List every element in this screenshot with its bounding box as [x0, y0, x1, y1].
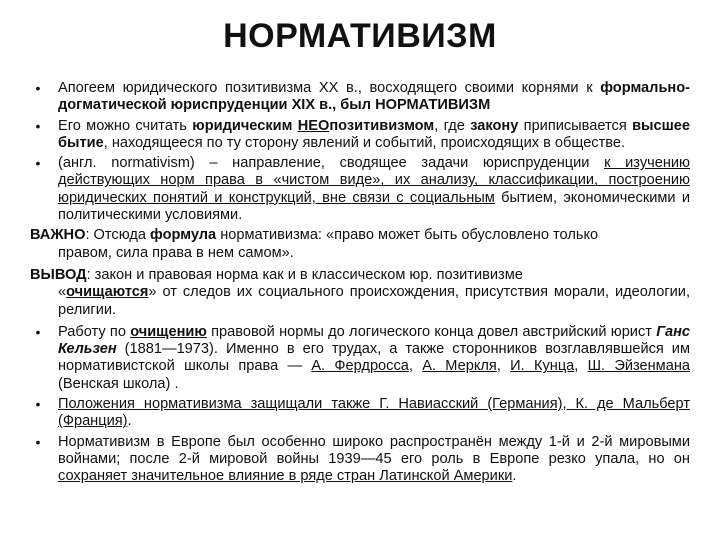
text: » от следов их социального происхождения, присутствия морали, идеологии, религии.	[58, 284, 690, 318]
bullet-dot-icon: •	[35, 433, 41, 450]
text: Нормативизм в Европе был особенно широко распространён между 1-й и 2-й мировыми войнами; после 2-й мировой войны 1939—45 его роль в Европе резко упала, но он	[58, 433, 690, 467]
text-underlined: А. Меркля	[422, 358, 497, 375]
text: ,	[574, 358, 588, 375]
bullet-item-definition	[30, 155, 690, 224]
paragraph-important	[30, 227, 690, 262]
bullet-dot-icon: •	[35, 396, 41, 413]
text: ,	[408, 358, 423, 375]
text-underlined: сохраняет значительное влияние в ряде стран Латинской Америки	[58, 468, 513, 485]
slide	[0, 14, 720, 554]
text: (Венская школа) .	[58, 375, 179, 392]
slide-body	[30, 80, 690, 486]
text: нормативизма: «право может быть обусловлено только	[216, 227, 599, 244]
text: , где	[434, 117, 471, 134]
text: (англ. normativism) – направление, сводящее задачи юриспруденции	[58, 155, 605, 172]
text-underlined: к изучению действующих норм права в «чистом виде», их анализу, классификации, построению юридических понятий и конструкций, вне связи с социальным	[58, 155, 690, 206]
text-continuation	[30, 284, 690, 319]
text-bold-italic: Ганс Кельзен	[58, 323, 690, 358]
text-continuation: правом, сила права в нем самом».	[58, 244, 294, 261]
text-bold: юридическим	[192, 117, 298, 134]
text: .	[127, 413, 132, 430]
text-bold: высшее бытие	[58, 117, 691, 151]
text-underlined: А. Фердросса	[311, 358, 409, 375]
bullet-item-apogee	[30, 80, 690, 115]
text-bold-underlined: очищению	[130, 323, 207, 340]
bullet-item-neopositivism	[30, 118, 690, 153]
text-bold: формула	[150, 227, 217, 244]
text-underlined: Положения нормативизма защищали также Г. Навиасский (Германия), К. де Мальберт (Франция)	[58, 396, 690, 430]
bullet-dot-icon: •	[35, 117, 41, 134]
text: .	[512, 468, 517, 485]
text-bold: закону	[470, 117, 519, 134]
text: Работу по	[58, 323, 131, 340]
text-bold: позитивизмом	[329, 117, 435, 134]
text: приписывается	[518, 117, 633, 134]
text: «	[58, 284, 67, 301]
text: Его можно считать	[58, 117, 193, 134]
text-bold-underlined: очищаются	[66, 284, 149, 301]
bullet-item-kelsen	[30, 324, 690, 393]
text-underlined: Ш. Эйзенмана	[587, 358, 690, 375]
text-bold: ВАЖНО	[30, 227, 86, 244]
text: , находящееся по ту сторону явлений и событий, происходящих в обществе.	[103, 134, 626, 151]
bullet-dot-icon: •	[35, 155, 41, 172]
text: бытием, экономическими и политическими условиями.	[58, 189, 690, 224]
bullet-item-supporters	[30, 396, 690, 431]
text-bold-underlined: НЕО	[297, 117, 330, 134]
text: : Отсюда	[85, 227, 151, 244]
text-underlined: И. Кунца	[510, 358, 575, 375]
bullet-dot-icon: •	[35, 80, 41, 96]
slide-title: НОРМАТИВИЗМ	[223, 17, 497, 55]
text-bold: формально-догматической юриспруденции XIX в., был НОРМАТИВИЗМ	[58, 80, 690, 114]
text: правовой нормы до логического конца довел австрийский юрист	[206, 323, 657, 340]
text: : закон и правовая норма как и в классическом юр. позитивизме	[86, 266, 523, 283]
text: Апогеем юридического позитивизма XX в., восходящего своими корнями к	[58, 80, 601, 96]
text: ,	[496, 358, 511, 375]
paragraph-conclusion	[30, 267, 690, 319]
bullet-item-europe	[30, 434, 690, 486]
text: (1881—1973). Именно в его трудах, а также сторонников возглавлявшейся им нормативистской школы права —	[58, 341, 690, 375]
bullet-dot-icon: •	[35, 323, 41, 340]
text-bold: ВЫВОД	[30, 266, 87, 283]
